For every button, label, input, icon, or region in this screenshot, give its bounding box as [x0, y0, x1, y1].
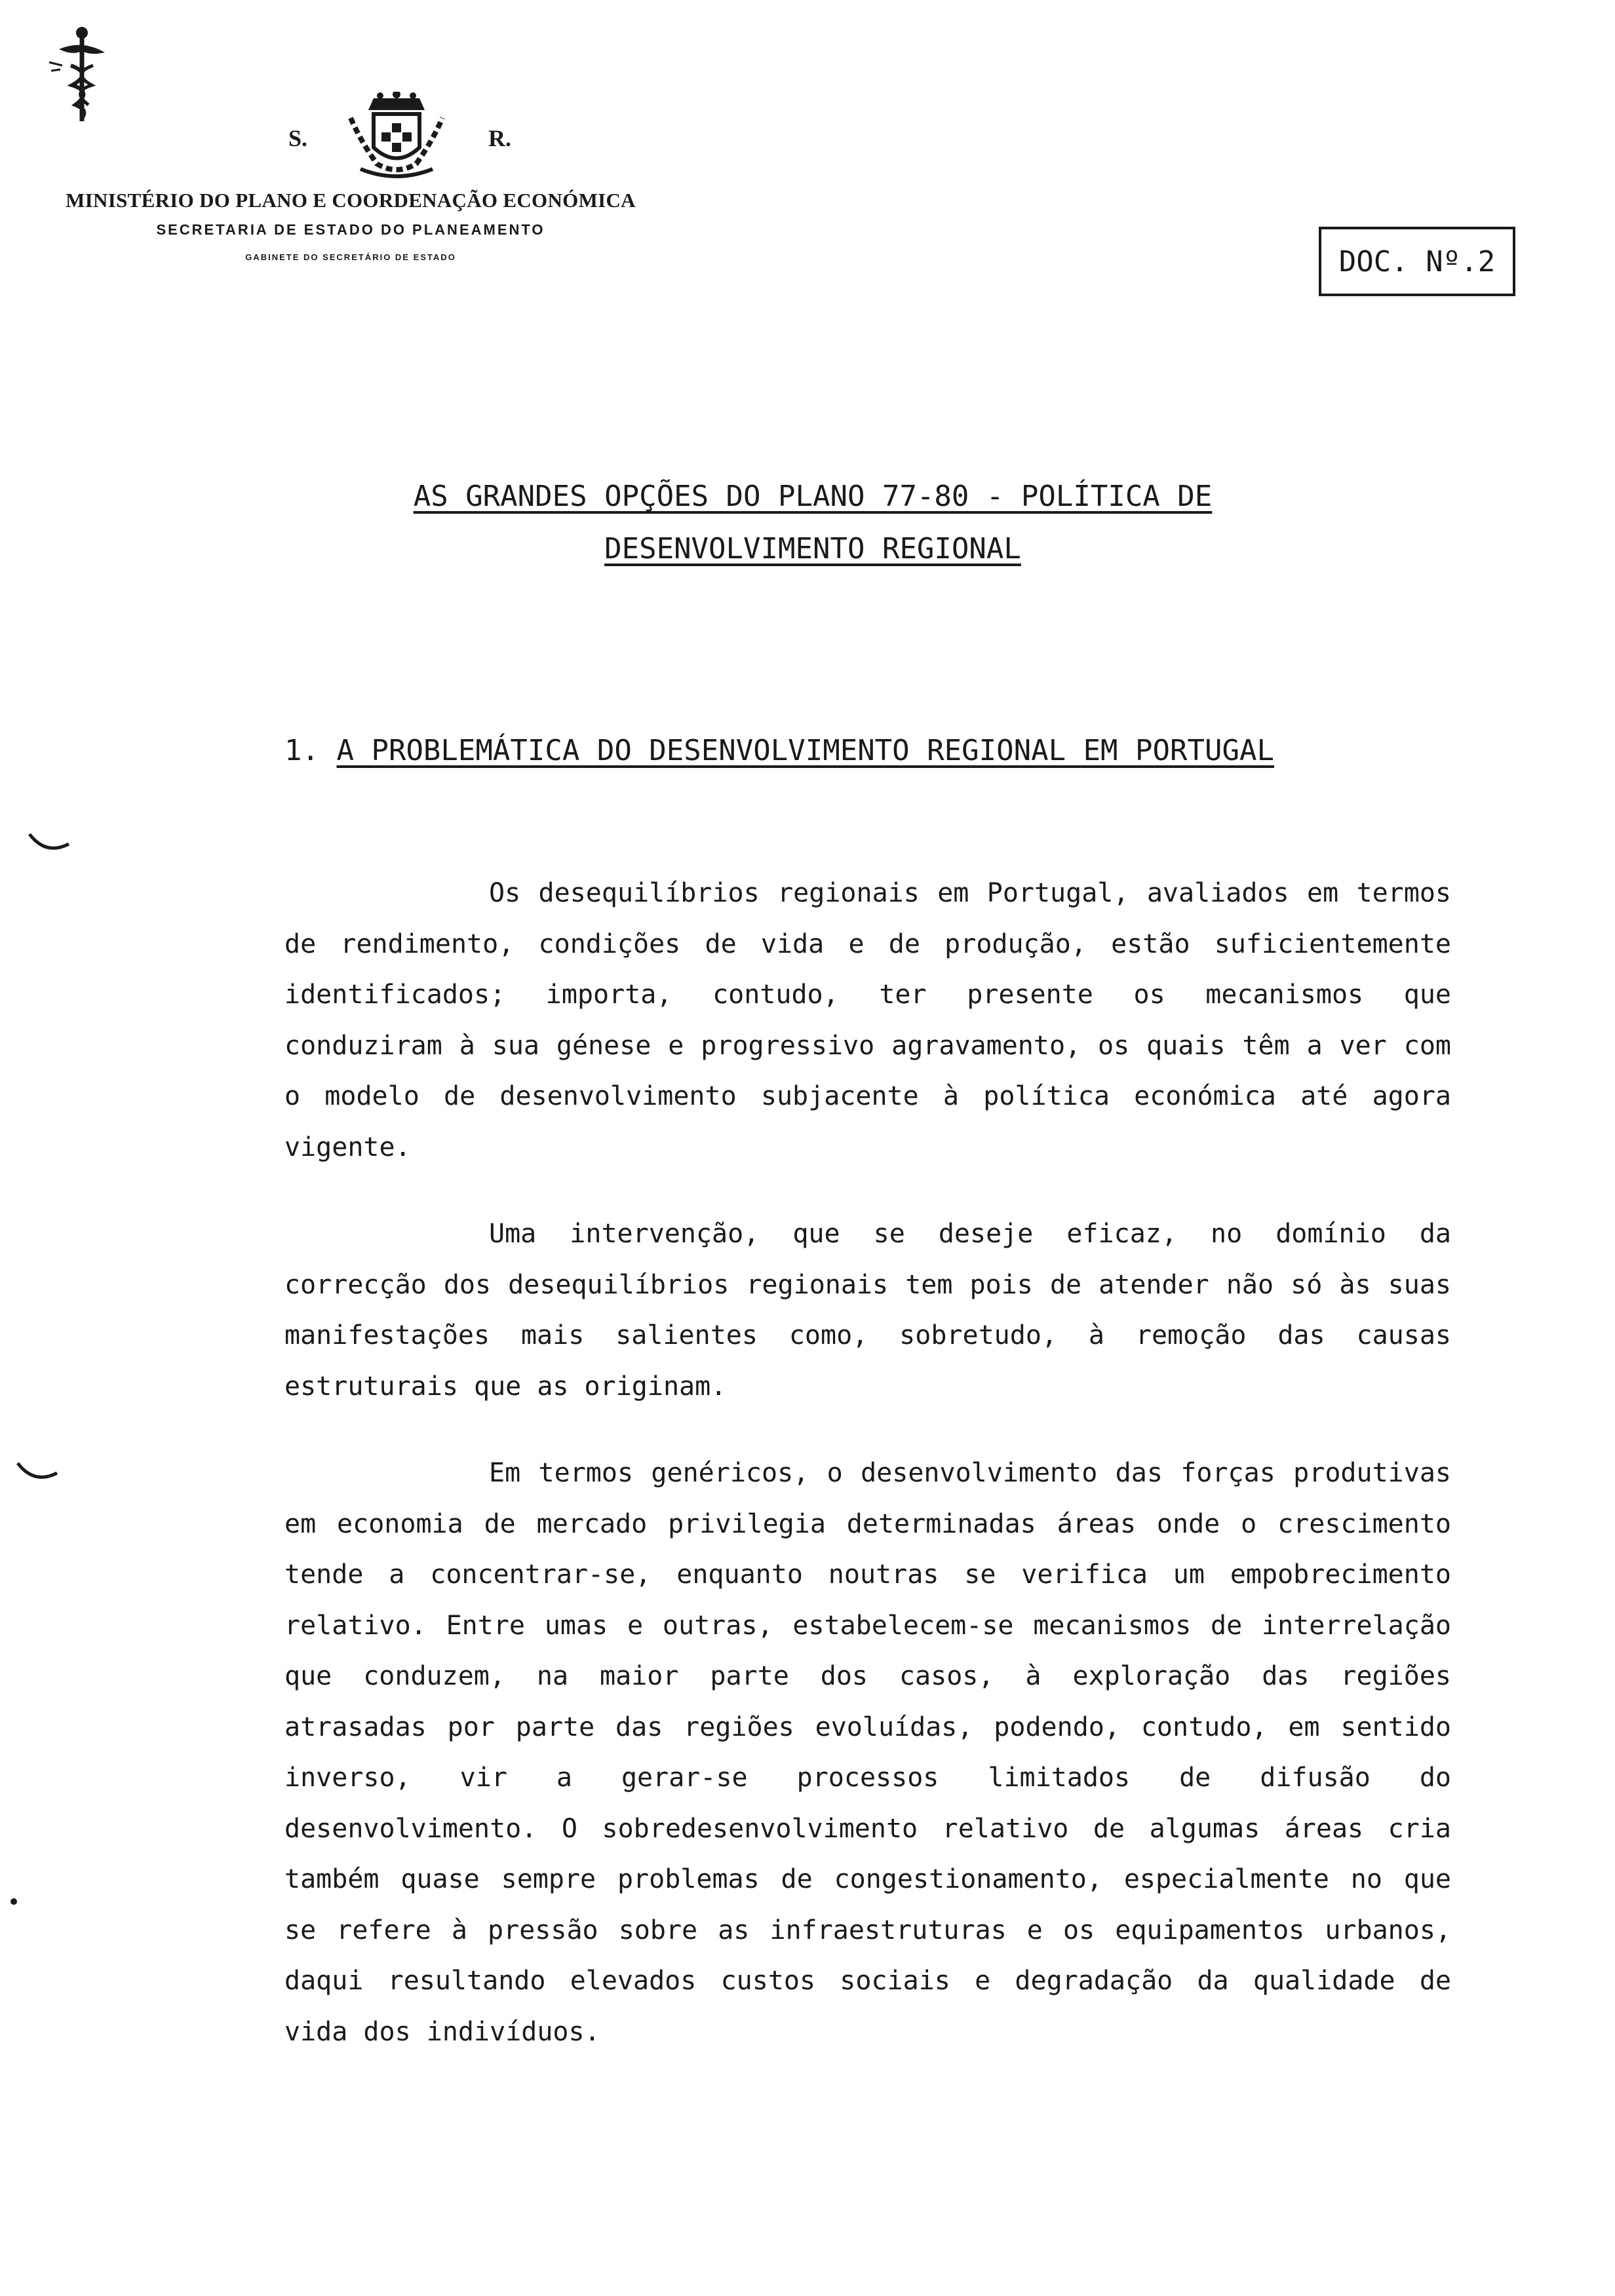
section-number: 1.: [284, 734, 319, 767]
coat-of-arms-icon: [341, 92, 452, 183]
speck-mark: [9, 1897, 18, 1906]
punch-hole-mark: [26, 831, 72, 857]
ministry-name: MINISTÉRIO DO PLANO E COORDENAÇÃO ECONÓMICA: [66, 189, 636, 212]
secretaria-name: SECRETARIA DE ESTADO DO PLANEAMENTO: [156, 221, 545, 238]
section-title: A PROBLEMÁTICA DO DESENVOLVIMENTO REGIONAL EM PORTUGAL: [336, 734, 1274, 767]
title-line-2: DESENVOLVIMENTO REGIONAL: [604, 532, 1021, 565]
caduceus-emblem-icon: [46, 26, 118, 124]
sr-right-letter: R.: [488, 125, 511, 151]
paragraph-2: [284, 1209, 1451, 1412]
sr-crest-row: [288, 92, 511, 183]
sr-left-letter: S.: [288, 125, 308, 151]
doc-number-box: DOC. Nº.2: [1319, 227, 1515, 296]
gabinete-name: GABINETE DO SECRETÁRIO DE ESTADO: [245, 252, 456, 262]
paragraph-3-text: Em termos genéricos, o desenvolvimento das forças produtivas em economia de mercado privilegia determinadas áreas onde o crescimento tende a concentrar-se, enquanto noutras se verifica um empobrecimento relativo. Entre umas e outras, estabelecem-se mecanismos de interrelação que conduzem, na maior parte dos casos, à exploração das regiões atrasadas por parte das regiões evoluídas, podendo, contudo, em sentido inverso, vir a gerar-se processos limitados de difusão do desenvolvimento. O sobredesenvolvimento relativo de algumas áreas cria também quase sempre problemas de congestionamento, especialmente no que se refere à pressão sobre as infraestruturas e os equipamentos urbanos, daqui resultando elevados custos sociais e degradação da qualidade de vida dos indivíduos.: [284, 1458, 1451, 2047]
paragraph-1-text: Os desequilíbrios regionais em Portugal, avaliados em termos de rendimento, condições de vida e de produção, estão suficientemente identificados; importa, contudo, ter presente os mecanismos que conduziram à sua génese e progressivo agravamento, os quais têm a ver com o modelo de desenvolvimento subjacente à política económica até agora vigente.: [284, 878, 1451, 1162]
punch-hole-mark: [14, 1460, 60, 1486]
title-line-1: AS GRANDES OPÇÕES DO PLANO 77-80 - POLÍTICA DE: [413, 480, 1213, 513]
section-heading: [284, 734, 1438, 767]
document-title: [288, 470, 1337, 575]
paragraph-3: [284, 1448, 1451, 2057]
paragraph-1: [284, 868, 1451, 1173]
paragraph-2-text: Uma intervenção, que se deseje eficaz, no domínio da correcção dos desequilíbrios regionais tem pois de atender não só às suas manifestações mais salientes como, sobretudo, à remoção das causas estruturais que as originam.: [284, 1219, 1451, 1402]
